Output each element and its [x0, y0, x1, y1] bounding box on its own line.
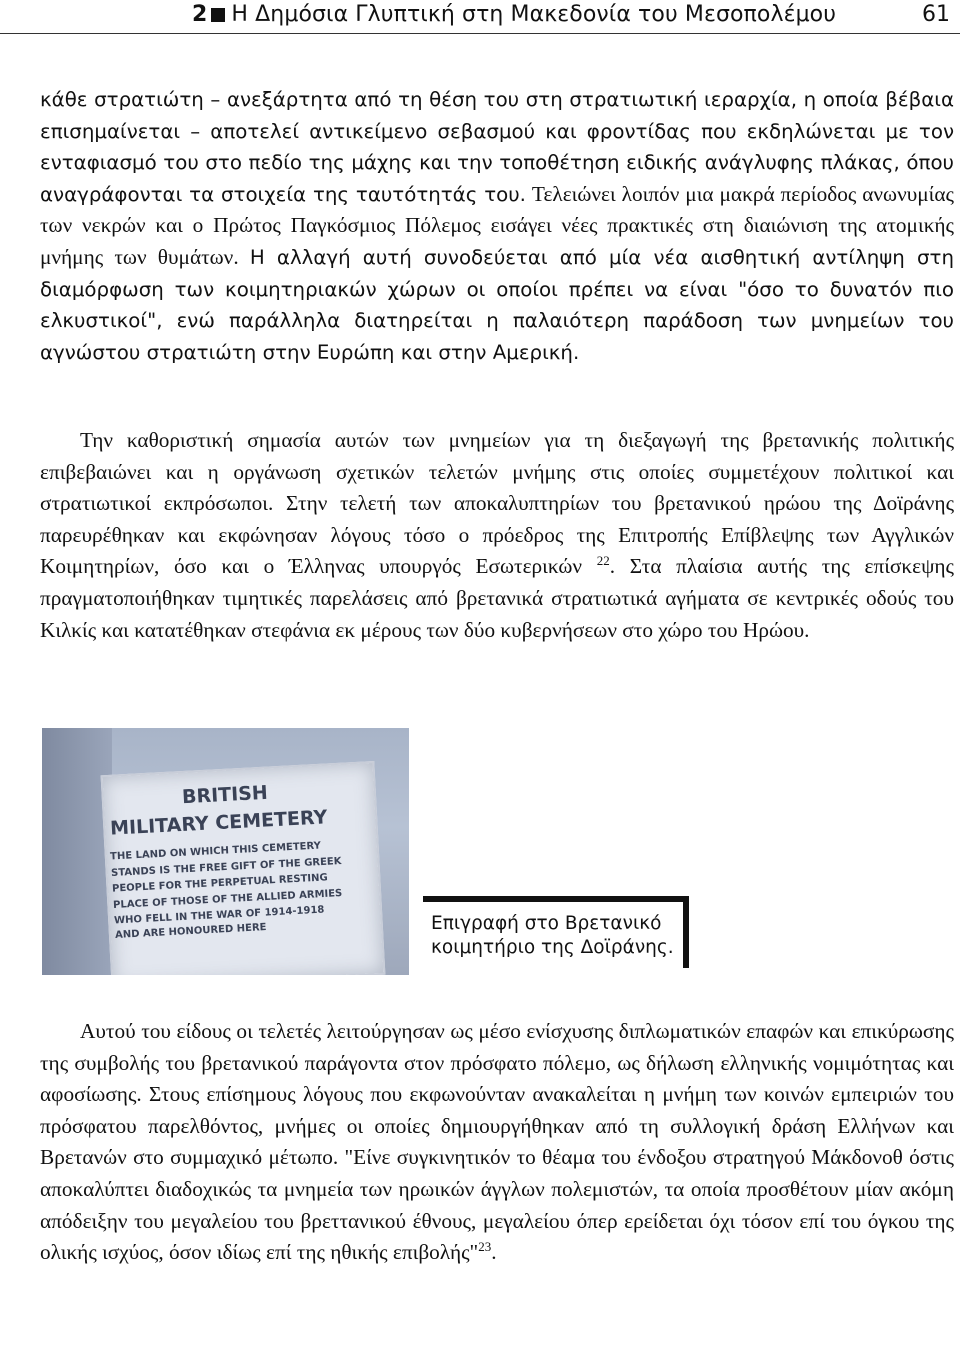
paragraph-1-part-b: Τελειώνει λοιπόν μια μακρά περίοδος ανωνυμίας των νεκρών και ο Πρώτος Παγκόσμιος Πόλεμος εισάγει νέες πρακτικές στη διαιώνιση της ατομικής μνήμης των θυμάτων.	[40, 181, 954, 269]
plaque-line: BRITISH	[181, 781, 269, 809]
paragraph-1	[40, 84, 954, 368]
plaque-line: MILITARY CEMETERY	[109, 806, 328, 840]
cemetery-plaque-photo	[42, 728, 409, 975]
plaque-line: STANDS IS THE FREE GIFT OF THE GREEK	[110, 855, 342, 880]
paragraph-2-end: . Στα πλαίσια αυτής της επίσκεψης πραγματοποιήθηκαν τιμητικές παρελάσεις από βρετανικά στρατιωτικά αγήματα σε κεντρικές οδούς του Κιλκίς και κατατέθηκαν στεφάνια εκ μέρους των δύο κυβερνήσεων στο χώρο του Ηρώου.	[40, 554, 954, 642]
stone-wall	[42, 728, 112, 975]
paragraph-3-end: .	[491, 1240, 497, 1265]
figure-caption-box	[423, 896, 689, 968]
paragraph-2-text: Την καθοριστική σημασία αυτών των μνημείων για τη διεξαγωγή της βρετανικής πολιτικής επιβεβαιώνει και η οργάνωση σχετικών τελετών μνήμης στις οποίες συμμετέχουν πολιτικοί και στρατιωτικοί εκπρόσωποι. Στην τελετή των αποκαλυπτηρίων του βρετανικού ηρώου της Δοϊράνης παρευρέθηκαν και εκφώνησαν λόγους τόσο ο πρόεδρος της Επιτροπής Επίβλεψης των Αγγλικών Κοιμητηρίων, όσο και ο Έλληνας υπουργός Εσωτερικών	[40, 428, 954, 579]
figure-caption	[431, 912, 674, 960]
square-bullet-icon	[211, 8, 225, 22]
running-head	[192, 0, 836, 30]
plaque-line: THE LAND ON WHICH THIS CEMETERY	[109, 840, 322, 863]
paragraph-2	[40, 425, 954, 646]
paragraph-1-part-a: κάθε στρατιώτη – ανεξάρτητα από τη θέση του στη στρατιωτική ιεραρχία, η οποία βέβαια επισημαίνεται – αποτελεί αντικείμενο σεβασμού και φροντίδας που εκδηλώνεται με τον ενταφιασμό του στο πεδίο της μάχης και την τοποθέτηση ειδικής ανάγλυφης πλάκας, όπου αναγράφονται τα στοιχεία της ταυτότητάς του.	[40, 88, 954, 206]
paragraph-1-part-c: Η αλλαγή αυτή συνοδεύεται από μία νέα αισθητική αντίληψη στη διαμόρφωση των κοιμητηριακών χώρων οι οποίοι πρέπει να είναι "όσο το δυνατόν πιο ελκυστικοί", ενώ παράλληλα διατηρείται η παλαιότερη παράδοση των μνημείων του αγνώστου στρατιώτη στην Ευρώπη και στην Αμερική.	[40, 245, 954, 364]
caption-line-2: κοιμητήριο της Δοϊράνης.	[431, 937, 674, 958]
footnote-ref-22[interactable]: 22	[596, 553, 610, 569]
chapter-title: Η Δημόσια Γλυπτική στη Μακεδονία του Μεσοπολέμου	[231, 2, 837, 27]
paragraph-3	[40, 1016, 954, 1269]
header-rule	[0, 33, 960, 34]
plaque-line: PEOPLE FOR THE PERPETUAL RESTING	[111, 872, 328, 895]
footnote-ref-23[interactable]: 23	[478, 1239, 492, 1255]
chapter-number: 2	[192, 2, 208, 27]
page-header	[0, 0, 960, 36]
plaque-line: AND ARE HONOURED HERE	[114, 922, 267, 941]
paragraph-3-text: Αυτού του είδους οι τελετές λειτούργησαν ως μέσο ενίσχυσης διπλωματικών επαφών και επικύρωσης της συμβολής του βρετανικού παράγοντα στον πρόσφατο πόλεμο, ως δήλωση ελληνικής νομιμότητας και αφοσίωσης. Στους επίσημους λόγους που εκφωνούνταν ανακαλείται η μνήμη των κοινών εμπειριών του πρόσφατου παρελθόντος, μνήμες οι οποίες δημιουργήθηκαν από τη συλλογική δράση Ελλήνων και Βρετανών στο συμμαχικό μέτωπο. "Είνε συγκινητικόν το θέαμα του ένδοξου στρατηγού Μάκδονοθ όστις αποκαλύπτει διαδοχικώς τα μνημεία των ηρωικών άγγλων πολεμιστών, τα οποία προσθέτουν μίαν ακόμη απόδειξην του μεγαλείου του βρεττανικού έθνους, μεγαλείου όπερ ερείδεται όχι τόσον επί του όγκου της ολικής ισχύος, όσον ιδίως επί της ηθικής επιβολής"	[40, 1019, 954, 1265]
plaque-line: PLACE OF THOSE OF THE ALLIED ARMIES	[112, 888, 343, 911]
plaque-line: WHO FELL IN THE WAR OF 1914-1918	[113, 904, 325, 927]
caption-line-1: Επιγραφή στο Βρετανικό	[431, 913, 662, 934]
page-number: 61	[922, 2, 950, 27]
